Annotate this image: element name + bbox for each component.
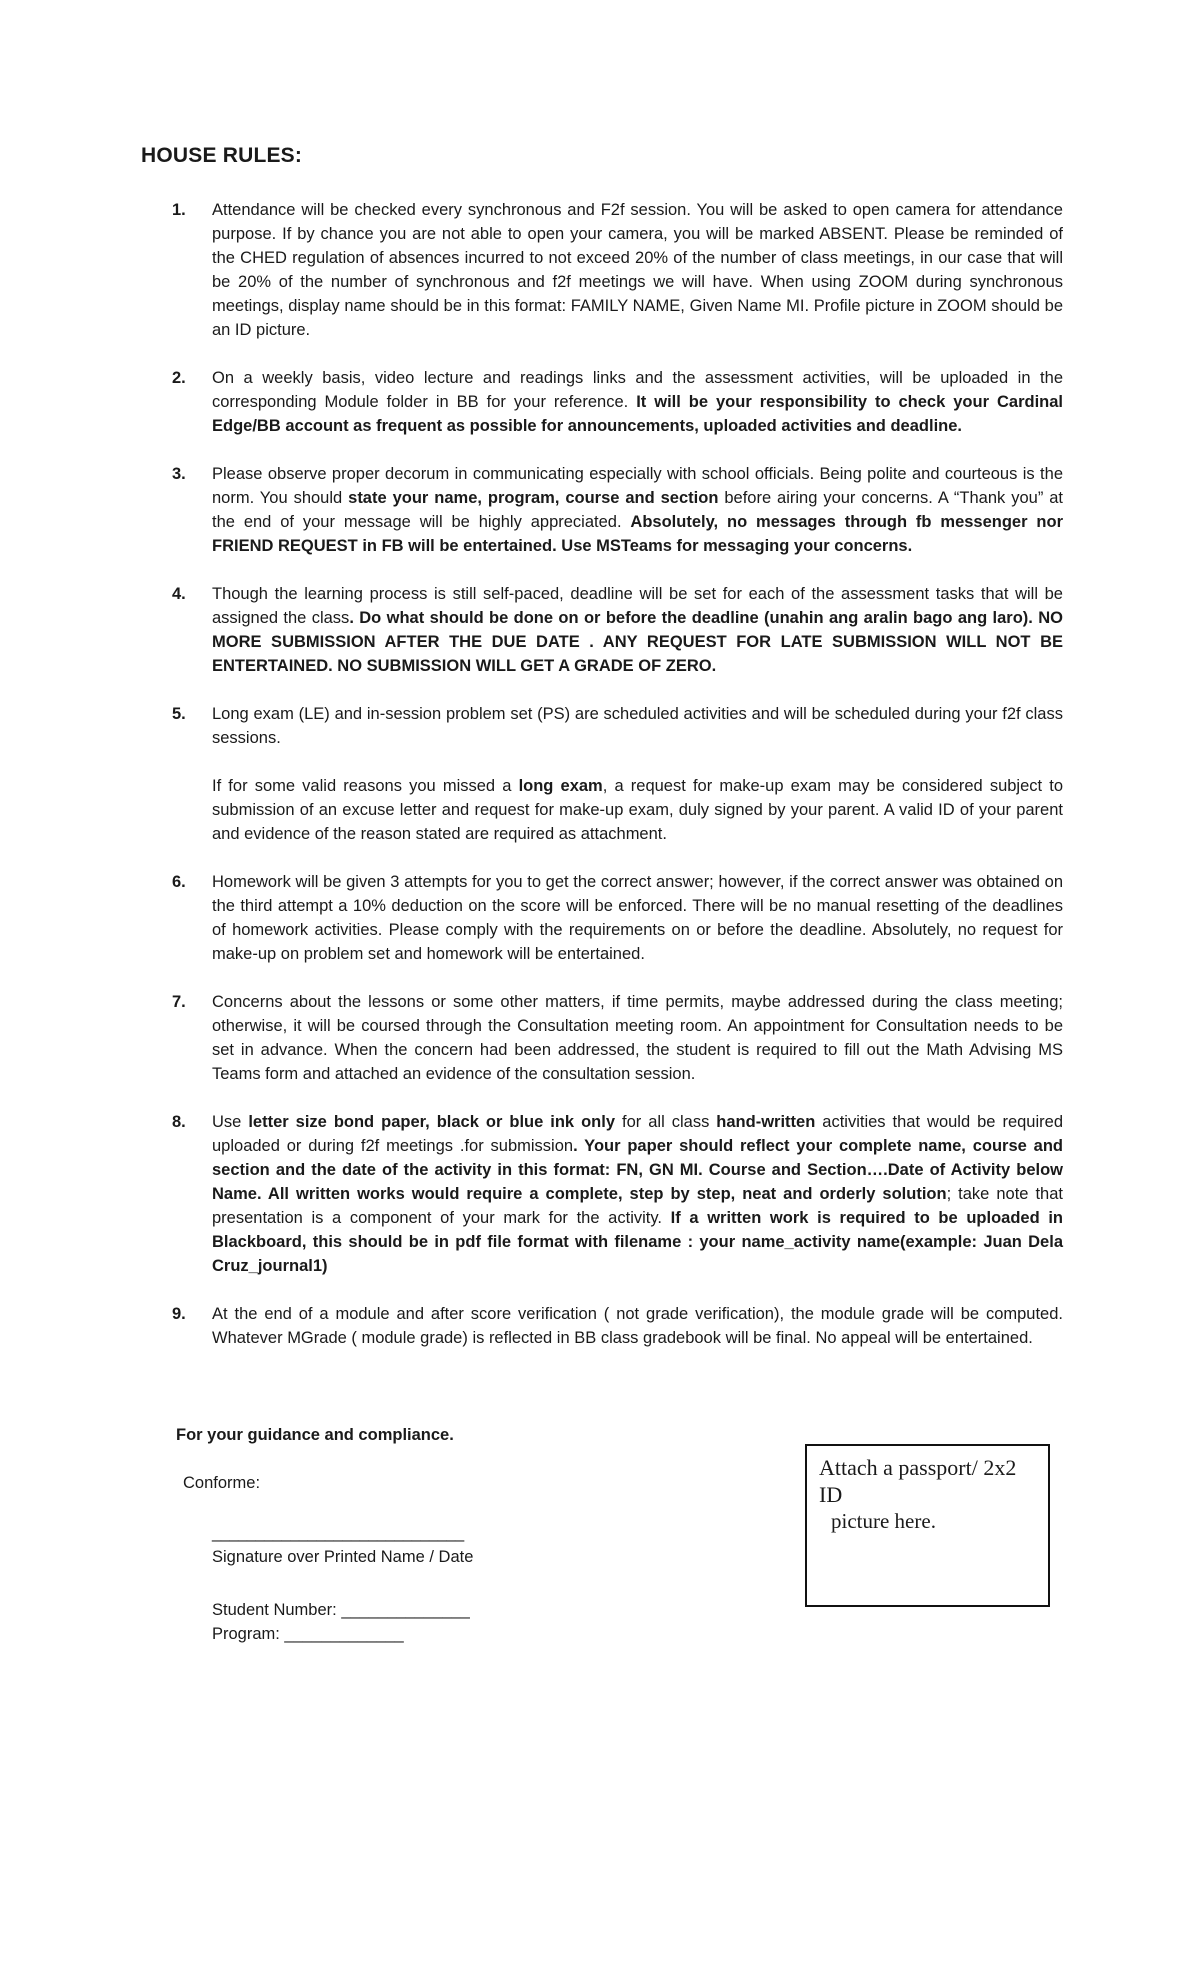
rule-text-bold: long exam (518, 777, 603, 795)
rule-item (172, 870, 1063, 966)
rule-text: At the end of a module and after score verification ( not grade verification), the module grade will be computed. Whatever MGrade ( module grade) is reflected in BB class gradebook will be final. No appeal will be entertained. (212, 1305, 1063, 1347)
rule-text-bold: letter size bond paper, black or blue ink only (248, 1113, 616, 1131)
rule-number: 6. (172, 873, 186, 891)
rule-paragraph (212, 582, 1063, 678)
rule-text-bold: If a written work is required to be uploaded in Blackboard, this should be in pdf file format with filename : your name_activity name(example: Juan Dela Cruz_journal1) (212, 1209, 1063, 1275)
rule-item (172, 1110, 1063, 1278)
signature-line: _____________________________ (212, 1524, 464, 1542)
program-field: Program: _____________ (212, 1625, 404, 1643)
rule-number: 5. (172, 705, 186, 723)
rule-number: 1. (172, 201, 186, 219)
rule-number: 4. (172, 585, 186, 603)
rule-paragraph (212, 702, 1063, 750)
rule-paragraph (212, 198, 1063, 342)
rule-paragraph (212, 462, 1063, 558)
rule-number: 8. (172, 1113, 186, 1131)
rule-text: Long exam (LE) and in-session problem set (PS) are scheduled activities and will be scheduled during your f2f class sessions. (212, 705, 1063, 747)
rule-text: On a weekly basis, video lecture and readings links and the assessment activities, will be uploaded in the corresponding Module folder in BB for your reference. (212, 369, 1063, 411)
rule-text-bold: state your name, program, course and section (348, 489, 719, 507)
rule-number: 7. (172, 993, 186, 1011)
conforme-label: Conforme: (183, 1474, 261, 1492)
rule-paragraph (212, 990, 1063, 1086)
rule-item (172, 366, 1063, 438)
page-title: HOUSE RULES: (141, 144, 303, 167)
rule-paragraph (212, 1110, 1063, 1278)
rule-text: Concerns about the lessons or some other matters, if time permits, maybe addressed during the class meeting; otherwise, it will be coursed through the Consultation meeting room. An appointment for Consultation needs to be set in advance. When the concern had been addressed, the student is required to fill out the Math Advising MS Teams form and attached an evidence of the consultation session. (212, 993, 1063, 1083)
rule-text: , a request for make-up exam may be considered subject to submission of an excuse letter and request for make-up exam, duly signed by your parent. A valid ID of your parent and evidence of the reason stated are required as attachment. (212, 777, 1063, 843)
rule-text-bold: Absolutely, no messages through fb messenger nor FRIEND REQUEST in FB will be entertained. Use MSTeams for messaging your concerns. (212, 513, 1063, 555)
rule-paragraph (212, 366, 1063, 438)
rule-paragraph (212, 774, 1063, 846)
photo-box-line-1: Attach a passport/ 2x2 ID (819, 1455, 1017, 1507)
rule-paragraph (212, 1302, 1063, 1350)
student-number-field: Student Number: ______________ (212, 1601, 470, 1619)
rule-text: before airing your concerns. A “Thank you” at the end of your message will be highly appreciated. (212, 489, 1064, 531)
rule-number: 9. (172, 1305, 186, 1323)
rules-list (172, 198, 1064, 1374)
rule-text: ; take note that presentation is a component of your mark for the activity. (212, 1185, 1063, 1227)
rule-item (172, 702, 1063, 846)
rule-text-bold: . Your paper should reflect your complete name, course and section and the date of the activity in this format: FN, GN MI. Course and Section….Date of Activity below Name. All written works would require a complete, step by step, neat and orderly solution (212, 1137, 1063, 1203)
rule-item (172, 1302, 1063, 1350)
rule-text-bold: . Do what should be done on or before the deadline (unahin ang aralin bago ang laro). NO MORE SUBMISSION AFTER THE DUE DATE . ANY REQUEST FOR LATE SUBMISSION WILL NOT BE ENTERTAINED. NO SUBMISSION WILL GET A GRADE OF ZERO. (212, 609, 1063, 675)
rule-text-bold: It will be your responsibility to check your Cardinal Edge/BB account as frequent as possible for announcements, uploaded activities and deadline. (212, 393, 1063, 435)
rule-text: Though the learning process is still self-paced, deadline will be set for each of the assessment tasks that will be assigned the class (212, 585, 1063, 627)
rule-paragraph (212, 870, 1063, 966)
signature-label: Signature over Printed Name / Date (212, 1548, 474, 1566)
rule-item (172, 462, 1064, 558)
photo-box-line-2: picture here. (831, 1509, 936, 1533)
rule-text-bold: hand-written (716, 1113, 816, 1131)
rule-number: 2. (172, 369, 186, 387)
rule-item (172, 990, 1063, 1086)
rule-item (172, 198, 1063, 342)
photo-attachment-box (805, 1444, 1050, 1607)
rule-text: Homework will be given 3 attempts for you to get the correct answer; however, if the correct answer was obtained on the third attempt a 10% deduction on the score will be enforced. There will be no manual resetting of the deadlines of homework activities. Please comply with the requirements on or before the deadline. Absolutely, no request for make-up on problem set and homework will be entertained. (212, 873, 1063, 963)
rule-item (172, 582, 1063, 678)
rule-text: activities that would be required uploaded or during f2f meetings .for submission (212, 1113, 1063, 1155)
rule-number: 3. (172, 465, 186, 483)
rule-text: If for some valid reasons you missed a (212, 777, 519, 795)
rule-text: Use (212, 1113, 249, 1131)
rule-text: Attendance will be checked every synchronous and F2f session. You will be asked to open camera for attendance purpose. If by chance you are not able to open your camera, you will be marked ABSENT. Please be reminded of the CHED regulation of absences incurred to not exceed 20% of the number of class meetings, in our case that will be 20% of the number of synchronous and f2f meetings we will have. When using ZOOM during synchronous meetings, display name should be in this format: FAMILY NAME, Given Name MI. Profile picture in ZOOM should be an ID picture. (212, 201, 1063, 339)
rule-text: for all class (615, 1113, 717, 1131)
rule-text: Please observe proper decorum in communicating especially with school officials. Being polite and courteous is the norm. You should (212, 465, 1063, 507)
guidance-text: For your guidance and compliance. (176, 1426, 454, 1444)
